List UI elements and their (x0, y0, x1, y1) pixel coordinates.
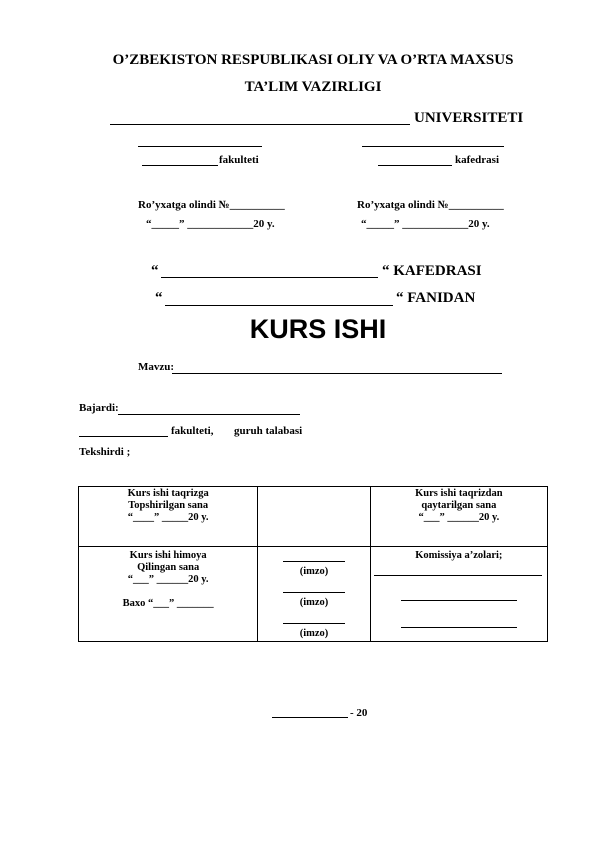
cell-text: “___” ______20 y. (127, 574, 209, 585)
mavzu-blank (172, 373, 502, 374)
bajardi-label: Bajardi: (79, 402, 119, 414)
fanidan-label: “ FANIDAN (396, 290, 476, 306)
cell-text: Topshirilgan sana (128, 500, 209, 511)
cell-text: “___” ______20 y. (418, 512, 500, 523)
footer-page-number: - 20 (350, 707, 368, 719)
student-faculty-blank (79, 436, 168, 437)
kafedra-blank (161, 277, 378, 278)
footer-blank (272, 717, 348, 718)
commission-cell (370, 547, 547, 642)
left-blank-line (138, 146, 262, 147)
cell-text: “____” _____20 y. (127, 512, 209, 523)
cell-text: qaytarilgan sana (421, 500, 497, 511)
university-label: UNIVERSITETI (414, 110, 524, 126)
student-faculty-label: fakulteti, (171, 425, 214, 437)
department-blank (378, 165, 452, 166)
commission-line (401, 600, 517, 601)
signature-line (283, 582, 345, 593)
signature-label: (imzo) (299, 566, 329, 577)
mavzu-label: Mavzu: (138, 361, 175, 373)
university-name-blank (110, 124, 410, 125)
faculty-blank (142, 165, 218, 166)
commission-line (374, 575, 542, 576)
faculty-label: fakulteti (219, 154, 259, 166)
ministry-line-1: O’ZBEKISTON RESPUBLIKASI OLIY VA O’RTA MAXSUS (112, 52, 514, 68)
signature-label: (imzo) (299, 628, 329, 639)
student-group-label: guruh talabasi (234, 425, 303, 437)
cell-text: Kurs ishi taqrizga (127, 488, 209, 499)
review-table (78, 486, 548, 642)
ministry-line-2: TA’LIM VAZIRLIGI (244, 79, 382, 95)
cell-text: Qilingan sana (137, 562, 200, 573)
kafedra-open-quote: “ (151, 263, 159, 279)
left-date: “_____” ____________20 y. (146, 218, 275, 230)
fanidan-blank (165, 305, 393, 306)
review-returned-cell (370, 487, 547, 547)
defense-cell (79, 547, 258, 642)
bajardi-blank (118, 414, 300, 415)
empty-cell (258, 487, 370, 547)
kafedra-label: “ KAFEDRASI (382, 263, 482, 279)
cell-text: Kurs ishi himoya (129, 550, 207, 561)
left-registered: Ro’yxatga olindi №__________ (138, 199, 285, 211)
fanidan-open-quote: “ (155, 290, 163, 306)
commission-line (401, 627, 517, 628)
page-title: KURS ISHI (249, 314, 387, 344)
signature-line (283, 613, 345, 624)
signatures-cell (258, 547, 370, 642)
signature-line (283, 551, 345, 562)
right-blank-line (362, 146, 504, 147)
tekshirdi-label: Tekshirdi ; (79, 446, 131, 458)
commission-label: Komissiya a’zolari; (415, 550, 503, 561)
grade-text: Baxo “___” _______ (122, 598, 214, 609)
signature-label: (imzo) (299, 597, 329, 608)
right-registered: Ro’yxatga olindi №__________ (357, 199, 504, 211)
review-submitted-cell (79, 487, 258, 547)
cell-text: Kurs ishi taqrizdan (415, 488, 503, 499)
department-label: kafedrasi (455, 154, 499, 166)
right-date: “_____” ____________20 y. (361, 218, 490, 230)
